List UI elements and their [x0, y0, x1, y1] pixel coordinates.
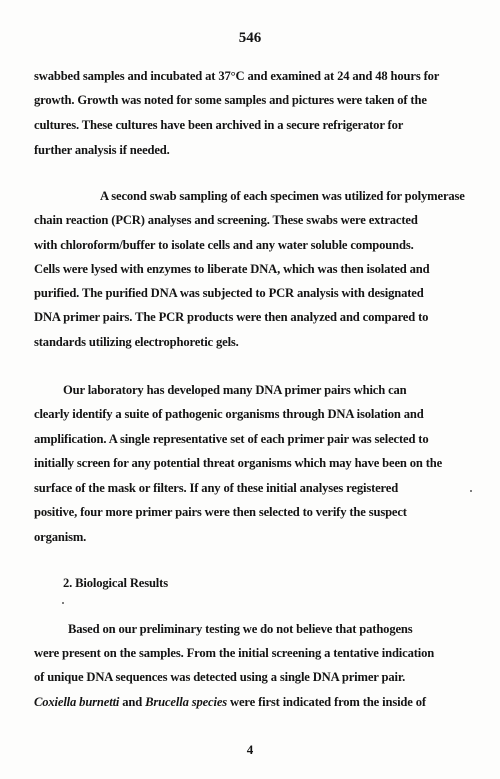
- paragraph-2-line-1: A second swab sampling of each specimen was utilized for polymerase: [100, 189, 465, 203]
- paragraph-3-line-5: surface of the mask or filters. If any of these initial analyses registered: [34, 481, 399, 495]
- paragraph-4-line-3: of unique DNA sequences was detected using a single DNA primer pair.: [34, 670, 406, 684]
- line-text-and: and: [119, 695, 146, 709]
- page-header-number: 546: [238, 30, 262, 46]
- paragraph-2-line-2: chain reaction (PCR) analyses and screening. These swabs were extracted: [34, 213, 418, 227]
- paragraph-2-line-7: standards utilizing electrophoretic gels.: [34, 335, 239, 349]
- paragraph-3-line-2: clearly identify a suite of pathogenic organisms through DNA isolation and: [34, 407, 424, 421]
- paragraph-3-line-1: Our laboratory has developed many DNA primer pairs which can: [63, 383, 407, 397]
- line-text-remainder: were first indicated from the inside of: [227, 695, 426, 709]
- paragraph-3-line-3: amplification. A single representative set of each primer pair was selected to: [34, 432, 429, 446]
- page-footer-number: 4: [246, 742, 254, 757]
- paragraph-3-line-7: organism.: [34, 530, 87, 544]
- organism-name-coxiella: Coxiella burnetti: [34, 695, 120, 709]
- paragraph-2-line-5: purified. The purified DNA was subjected to PCR analysis with designated: [34, 286, 424, 300]
- organism-name-brucella: Brucella species: [145, 695, 228, 709]
- paragraph-1-line-1: swabbed samples and incubated at 37°C and examined at 24 and 48 hours for: [34, 69, 440, 83]
- paragraph-3-line-4: initially screen for any potential threat organisms which may have been on the: [34, 456, 443, 470]
- paragraph-2-line-4: Cells were lysed with enzymes to liberate DNA, which was then isolated and: [34, 262, 430, 276]
- scan-speck: [62, 602, 64, 604]
- section-heading: 2. Biological Results: [63, 576, 168, 590]
- paragraph-2-line-3: with chloroform/buffer to isolate cells and any water soluble compounds.: [34, 238, 414, 252]
- paragraph-4-line-2: were present on the samples. From the initial screening a tentative indication: [34, 646, 435, 660]
- paragraph-4-line-4: [34, 696, 426, 709]
- paragraph-3-line-6: positive, four more primer pairs were then selected to verify the suspect: [34, 505, 407, 519]
- paragraph-4-line-1: Based on our preliminary testing we do not believe that pathogens: [68, 622, 413, 636]
- paragraph-1-line-2: growth. Growth was noted for some samples and pictures were taken of the: [34, 93, 427, 107]
- paragraph-1-line-3: cultures. These cultures have been archived in a secure refrigerator for: [34, 118, 404, 132]
- scan-speck: [470, 490, 472, 492]
- paragraph-1-line-4: further analysis if needed.: [34, 143, 170, 157]
- paragraph-2-line-6: DNA primer pairs. The PCR products were then analyzed and compared to: [34, 310, 429, 324]
